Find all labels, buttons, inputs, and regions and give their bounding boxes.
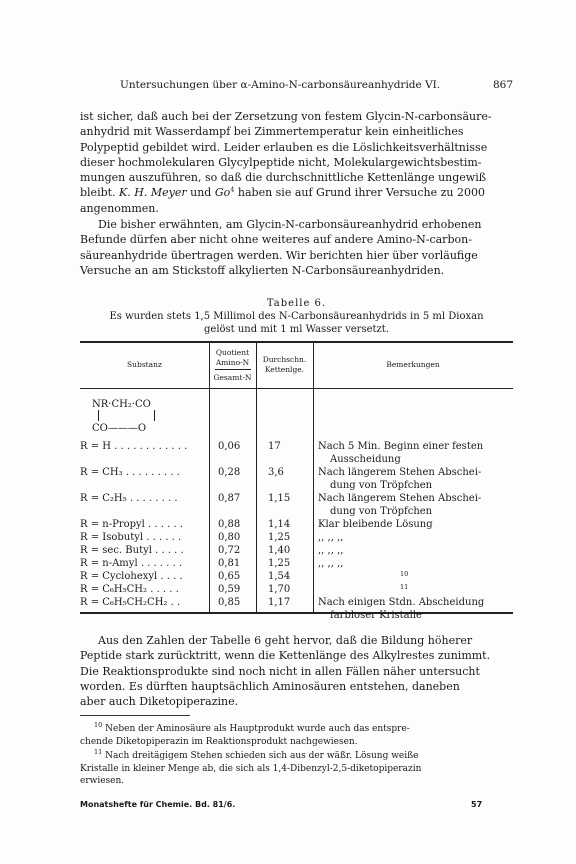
- cell-kettenlaenge: 3,6: [268, 467, 284, 478]
- text-line: worden. Es dürften hauptsächlich Aminosäuren entstehen, daneben: [80, 679, 460, 693]
- cell-quotient: 0,06: [218, 441, 241, 452]
- cell-kettenlaenge: 1,15: [268, 493, 291, 504]
- text-line: Befunde dürfen aber nicht ohne weiteres auf andere Amino-N-carbon-: [80, 233, 472, 247]
- cell-kettenlaenge: 1,40: [268, 545, 291, 556]
- cell-substanz: R = CH₃ . . . . . . . . .: [80, 467, 180, 478]
- header-bemerkungen: Bemerkungen: [386, 360, 440, 369]
- caption-line: Es wurden stets 1,5 Millimol des N-Carbonsäureanhydrids in 5 ml Dioxan: [109, 311, 484, 322]
- footnote-number: 10: [94, 721, 103, 729]
- remark-line: Ausscheidung: [330, 454, 401, 465]
- footnote-text: Neben der Aminosäure als Hauptprodukt wurde auch das entspre-: [105, 724, 410, 734]
- remark-line: 11: [400, 583, 409, 591]
- journal-citation: Monatshefte für Chemie. Bd. 81/6.: [80, 800, 236, 809]
- cell-substanz: R = n-Amyl . . . . . . .: [80, 558, 183, 569]
- cell-substanz: R = sec. Butyl . . . . .: [80, 545, 184, 556]
- remark-line: dung von Tröpfchen: [330, 480, 433, 491]
- text-line: Aus den Zahlen der Tabelle 6 geht hervor, daß die Bildung höherer: [98, 634, 473, 647]
- footnote-line: chende Diketopiperazin im Reaktionsprodukt nachgewiesen.: [80, 736, 358, 747]
- remark-line: Nach längerem Stehen Abschei-: [318, 467, 482, 478]
- footnote-text: Nach dreitägigem Stehen schieden sich aus der wäßr. Lösung weiße: [105, 751, 419, 761]
- table-caption: [80, 310, 513, 336]
- cell-bemerkung: [318, 531, 505, 544]
- header-substanz: Substanz: [127, 360, 162, 369]
- cell-quotient: 0,87: [218, 493, 241, 504]
- header-line: Durchschn.: [262, 355, 307, 364]
- bond-vertical-right: [154, 410, 155, 421]
- footnote-line: [80, 750, 513, 763]
- cell-bemerkung: [318, 518, 505, 531]
- cell-quotient: 0,80: [218, 532, 241, 543]
- bond-vertical-left: [98, 410, 99, 421]
- cell-bemerkung: [318, 466, 505, 492]
- cell-quotient: 0,28: [218, 467, 241, 478]
- text-line: dieser hochmolekularen Glycylpeptide nicht, Molekulargewichtsbestim-: [80, 155, 482, 169]
- cell-quotient: 0,72: [218, 545, 241, 556]
- column-divider: [313, 342, 314, 612]
- caption-line: gelöst und mit 1 ml Wasser versetzt.: [204, 324, 389, 335]
- cell-kettenlaenge: 1,54: [268, 571, 291, 582]
- remark-line: ,, ,, ,,: [318, 558, 344, 569]
- text-span: haben sie auf Grund ihrer Versuche zu 2000: [237, 186, 485, 200]
- cell-bemerkung: [318, 596, 505, 622]
- reference-superscript: 4: [230, 185, 235, 194]
- cell-kettenlaenge: 17: [268, 441, 281, 452]
- remark-line: 10: [400, 570, 409, 578]
- footnote-number: 11: [94, 748, 103, 756]
- remark-line: ,, ,, ,,: [318, 545, 344, 556]
- paragraph-1: [80, 109, 513, 216]
- text-line: ist sicher, daß auch bei der Zersetzung von festem Glycin-N-carbonsäure-: [80, 110, 492, 123]
- text-line: mungen auszuführen, so daß die durchschnittliche Kettenlänge ungewiß: [80, 171, 487, 185]
- footnote-11: [80, 750, 513, 788]
- cell-kettenlaenge: 1,25: [268, 532, 291, 543]
- cell-bemerkung: [318, 492, 505, 518]
- text-line: Peptide stark zurücktritt, wenn die Kettenlänge des Alkylrestes zunimmt.: [80, 649, 491, 663]
- cell-quotient: 0,65: [218, 571, 241, 582]
- table-label: Tabelle 6.: [266, 298, 327, 309]
- header-line: Quotient: [215, 348, 250, 357]
- remark-line: dung von Tröpfchen: [330, 506, 433, 517]
- cell-substanz: R = C₂H₅ . . . . . . . .: [80, 493, 178, 504]
- text-line: Polypeptid gebildet wird. Leider erlauben es die Löslichkeitsverhältnisse: [80, 140, 488, 154]
- text-line: säureanhydride übertragen werden. Wir berichten hier über vorläufige: [80, 248, 478, 262]
- remark-line: Nach längerem Stehen Abschei-: [318, 493, 482, 504]
- remark-line: Nach einigen Stdn. Abscheidung: [318, 597, 485, 608]
- remark-line: ,, ,, ,,: [318, 532, 344, 543]
- text-line: [80, 185, 513, 200]
- structure-formula-line: NR·CH₂·CO: [92, 399, 151, 410]
- remark-line: Nach 5 Min. Beginn einer festen: [318, 441, 484, 452]
- text-line: Die bisher erwähnten, am Glycin-N-carbonsäureanhydrid erhobenen: [98, 218, 482, 231]
- header-line: Amino-N: [215, 358, 250, 367]
- running-header: [120, 79, 513, 91]
- page-number: 867: [492, 79, 513, 91]
- table-top-rule: [80, 341, 513, 343]
- cell-kettenlaenge: 1,17: [268, 597, 291, 608]
- author-name: Go: [214, 186, 231, 200]
- cell-substanz: R = Isobutyl . . . . . .: [80, 532, 182, 543]
- cell-quotient: 0,85: [218, 597, 241, 608]
- cell-kettenlaenge: 1,70: [268, 584, 291, 595]
- header-gesamt: Gesamt-N: [213, 373, 252, 382]
- text-line: angenommen.: [80, 201, 159, 215]
- header-title: Untersuchungen über α-Amino-N-carbonsäureanhydride VI.: [120, 79, 441, 91]
- remark-line: farbloser Kristalle: [330, 610, 422, 621]
- cell-quotient: 0,88: [218, 519, 241, 530]
- text-line: anhydrid mit Wasserdampf bei Zimmertemperatur kein einheitliches: [80, 125, 464, 139]
- cell-substanz: R = Cyclohexyl . . . .: [80, 571, 183, 582]
- cell-bemerkung: [318, 544, 505, 557]
- cell-substanz: R = H . . . . . . . . . . . .: [80, 441, 188, 452]
- signature-mark: 57: [471, 800, 483, 809]
- column-divider: [256, 342, 257, 612]
- footnote-line: [80, 723, 513, 736]
- text-span: und: [190, 186, 212, 200]
- structure-formula-line: CO———O: [92, 423, 147, 434]
- header-line: Kettenlge.: [264, 365, 305, 374]
- cell-substanz: R = C₆H₅CH₂CH₂ . .: [80, 597, 181, 608]
- table-header-rule: [80, 388, 513, 389]
- header-quotient: [209, 348, 256, 368]
- cell-bemerkung: [318, 583, 505, 592]
- cell-substanz: R = n-Propyl . . . . . .: [80, 519, 184, 530]
- cell-kettenlaenge: 1,25: [268, 558, 291, 569]
- cell-bemerkung: [318, 570, 505, 579]
- text-line: Versuche an am Stickstoff alkylierten N-Carbonsäureanhydriden.: [80, 263, 445, 277]
- footnote-line: erwiesen.: [80, 776, 125, 786]
- text-line: aber auch Diketopiperazine.: [80, 695, 239, 709]
- remark-line: Klar bleibende Lösung: [318, 519, 433, 530]
- text-span: bleibt.: [80, 186, 116, 200]
- author-names: K. H. Meyer: [119, 186, 187, 200]
- cell-bemerkung: [318, 557, 505, 570]
- cell-quotient: 0,59: [218, 584, 241, 595]
- footnote-separator: [80, 715, 190, 716]
- text-line: Die Reaktionsprodukte sind noch nicht in allen Fällen näher untersucht: [80, 664, 480, 678]
- cell-kettenlaenge: 1,14: [268, 519, 291, 530]
- cell-substanz: R = C₆H₅CH₂ . . . . .: [80, 584, 179, 595]
- paragraph-3: [80, 633, 513, 709]
- footnote-10: [80, 723, 513, 748]
- cell-quotient: 0,81: [218, 558, 241, 569]
- cell-bemerkung: [318, 440, 505, 466]
- footnote-line: Kristalle in kleiner Menge ab, die sich als 1,4-Dibenzyl-2,5-diketopiperazin: [80, 763, 422, 774]
- fraction-bar: [215, 369, 251, 370]
- header-kettenlaenge: [256, 355, 313, 375]
- paragraph-2: [80, 217, 513, 278]
